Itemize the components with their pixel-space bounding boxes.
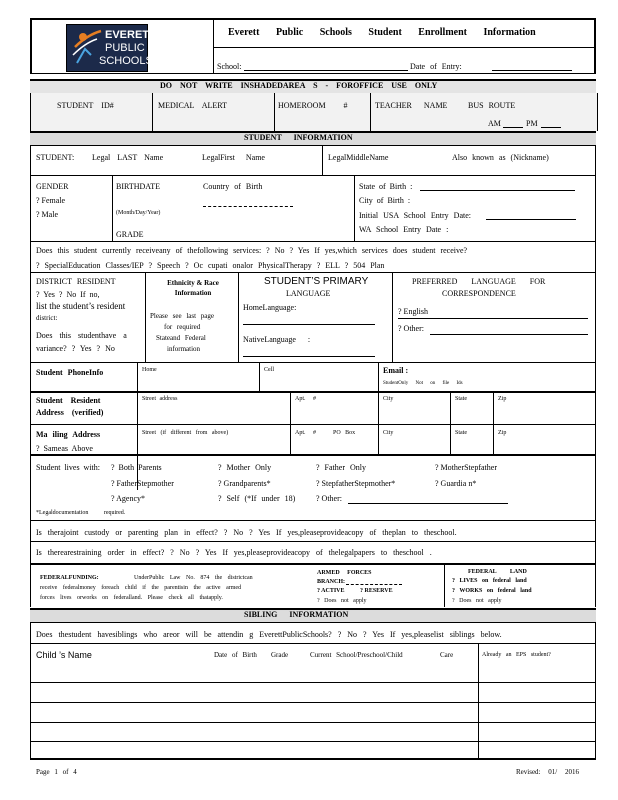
sibling-col-grade: Grade [271, 651, 289, 659]
federal-funding-text-3: forces lives orworks on federalland. Please check all thatapply. [40, 595, 223, 601]
country-birth-label: Country of Birth [203, 182, 263, 191]
state-birth-field[interactable] [420, 190, 575, 191]
ethnicity-note-3: Stateand Federal [156, 334, 206, 342]
federal-land-label: FEDERAL LAND [468, 569, 527, 575]
logo-line-3: SCHOOLS [99, 55, 153, 67]
other-language-field[interactable] [430, 334, 588, 335]
mailing-address-label: Ma iling Address [36, 430, 101, 439]
reserve-option[interactable]: ? RESERVE [360, 588, 393, 594]
school-label: School: [217, 62, 242, 71]
legal-first-label: LegalFirst Name [202, 153, 265, 162]
resident-address-label [36, 395, 131, 419]
cell-phone-label: Cell [264, 367, 274, 373]
email-note: StudentOnly Not on file Ids [383, 381, 463, 386]
sibling-row-1[interactable] [30, 682, 596, 683]
armed-forces-text: ARMED FORCES BRANCH: [317, 570, 372, 585]
country-birth-field[interactable] [203, 206, 293, 207]
city-mailing-label: City [383, 430, 394, 436]
student-label: STUDENT: [36, 153, 75, 162]
ethnicity-note-2: for required [164, 323, 201, 331]
office-bus-route: BUS ROUTE [468, 101, 516, 110]
home-phone-label: Home [142, 367, 157, 373]
sibling-col-care: Care [440, 651, 454, 659]
federal-funding-text-2: receive federalmoney foreach child if the parentisin the active armed [40, 585, 242, 591]
sibling-row-2[interactable] [30, 702, 596, 703]
home-language-label: HomeLanguage: [243, 303, 297, 312]
guardian-option[interactable]: ? Guardia n* [435, 479, 477, 488]
father-only-option[interactable]: ? Father Only [316, 463, 366, 472]
sibling-row-3[interactable] [30, 722, 596, 723]
phone-info-label: Student PhoneInfo [36, 368, 104, 377]
services-question: Does this student currently receiveany of thefollowing services: ? No ? Yes If yes,which services does student receive? [36, 246, 468, 255]
revised-date: Revised: 01/ 2016 [516, 768, 579, 776]
sibling-question[interactable]: Does thestudent havesiblings who areor will be attendin g EverettPublicSchools? ? No ? Yes If yes,pleaselist siblings below. [36, 630, 502, 639]
preferred-language-title: PREFERRED LANGUAGE FOR [412, 277, 546, 286]
zip-mailing-label: Zip [498, 430, 507, 436]
birthdate-label: BIRTHDATE [116, 182, 160, 191]
ethnicity-note-1: Please see last page [150, 312, 215, 320]
sibling-row-4[interactable] [30, 741, 596, 742]
gender-label: GENDER [36, 182, 69, 191]
sibling-col-dob: Date of Birth [214, 651, 257, 659]
zip-label: Zip [498, 396, 507, 402]
page-number: Page 1 of 4 [36, 768, 77, 776]
sibling-info-heading: SIBLING INFORMATION [244, 610, 349, 619]
email-label: Email : [383, 366, 409, 375]
logo [66, 24, 156, 72]
works-federal-option[interactable]: ? WORKS on federal land [452, 588, 532, 594]
office-notice: DO NOT WRITE INSHADEDAREA S - FOROFFICE USE ONLY [160, 81, 438, 90]
state-birth-label: State of Birth : [359, 182, 413, 191]
legal-documentation-note: *Legaldocumentation required. [36, 510, 126, 516]
active-option[interactable]: ? ACTIVE [317, 588, 345, 594]
wa-entry-label: WA School Entry Date : [359, 225, 449, 234]
logo-line-2: PUBLIC [105, 42, 145, 54]
primary-language-sub: LANGUAGE [286, 289, 331, 298]
agency-option[interactable]: ? Agency* [111, 494, 145, 503]
other-lives-with-field[interactable] [348, 503, 508, 504]
armed-forces-branch-field[interactable] [346, 584, 402, 585]
english-line [398, 318, 588, 319]
female-option[interactable]: ? Female [36, 196, 66, 205]
federal-funding-text-1: UnderPublic Law No. 874 the districtcan [134, 575, 253, 581]
legal-middle-label: LegalMiddleName [328, 153, 389, 162]
apt-mailing-label: Apt. # [295, 430, 316, 436]
home-language-field[interactable] [243, 324, 375, 325]
grandparents-option[interactable]: ? Grandparents* [218, 479, 271, 488]
office-teacher-name: TEACHER NAME [375, 101, 448, 110]
logo-line-1: EVERETT [105, 29, 156, 41]
services-list[interactable]: ? SpecialEducation Classes/IEP ? Speech ? Oc cupati onalor PhysicalTherapy ? ELL ? 504 Plan [36, 261, 385, 270]
grade-label: GRADE [116, 230, 144, 239]
stepfather-stepmother-option[interactable]: ? StepfatherStepmother* [316, 479, 396, 488]
initial-usa-field[interactable] [486, 219, 576, 220]
student-info-heading: STUDENT INFORMATION [244, 133, 353, 142]
initial-usa-label: Initial USA School Entry Date: [359, 211, 471, 220]
resident-address-text: Student Resident Address (verified) [36, 396, 104, 417]
pm-field[interactable] [541, 127, 561, 128]
custody-question[interactable]: Is therajoint custody or parenting plan in effect? ? No ? Yes If yes,pleaseprovideacopy of theplan to theschool. [36, 528, 457, 537]
district-resident-label: DISTRICT RESIDENT [36, 277, 116, 286]
lives-federal-option[interactable]: ? LIVES on federal land [452, 578, 527, 584]
federal-not-apply-option[interactable]: ? Does not apply [452, 598, 502, 604]
office-medical-alert: MEDICAL ALERT [158, 101, 227, 110]
am-field[interactable] [503, 127, 523, 128]
form-title: Everett Public Schools Student Enrollment Information [228, 27, 536, 38]
male-option[interactable]: ? Male [36, 210, 58, 219]
native-language-field[interactable] [243, 356, 375, 357]
legal-last-label: Legal LAST Name [92, 153, 164, 162]
both-parents-option[interactable]: ? Both Parents [111, 463, 162, 472]
date-entry-label: Date of Entry: [410, 62, 462, 71]
ethnicity-heading-text: Ethnicity & Race Information [167, 279, 219, 297]
state-mailing-label: State [455, 430, 467, 436]
native-language-label: NativeLanguage : [243, 335, 311, 344]
city-label: City [383, 396, 394, 402]
sibling-col-name: Child ’s Name [36, 650, 92, 660]
sibling-col-eps: Already an EPS student? [482, 652, 551, 658]
lives-with-label: Student lives with: [36, 463, 100, 472]
po-box-label: PO Box [333, 430, 356, 436]
office-pm: PM [526, 119, 538, 128]
other-lives-with-option[interactable]: ? Other: [316, 494, 342, 503]
other-language-option[interactable]: ? Other: [398, 324, 424, 333]
birthdate-format: (Month/Day/Year) [116, 210, 161, 216]
english-option[interactable]: ? English [398, 307, 428, 316]
school-field[interactable] [244, 70, 408, 71]
variance-question-2[interactable]: variance? ? Yes ? No [36, 344, 115, 353]
office-student-id: STUDENT ID# [57, 101, 114, 110]
street-different-label: Street (if different from above) [142, 430, 229, 436]
resident-yes-no[interactable]: ? Yes ? No If no, [36, 290, 100, 299]
city-birth-label: City of Birth : [359, 196, 411, 205]
father-stepmother-option[interactable]: ? FatherStepmother [111, 479, 174, 488]
restraining-question[interactable]: Is therearestraining order in effect? ? No ? Yes If yes,pleaseprovideacopy of thelegalpapers to theschool . [36, 548, 432, 557]
federal-funding-label: FEDERALFUNDING: [40, 575, 99, 581]
self-option[interactable]: ? Self (*If under 18) [218, 494, 296, 503]
primary-language-title: STUDENT’S PRIMARY [264, 276, 369, 287]
office-area [30, 93, 598, 131]
apt-label: Apt. # [295, 396, 316, 402]
variance-question-1: Does this studenthave a [36, 331, 127, 340]
same-as-above-option[interactable]: ? Sameas Above [36, 444, 93, 453]
aka-label: Also known as (Nickname) [452, 153, 549, 162]
resident-list-label: list the student’s resident [36, 301, 126, 311]
street-address-label: Street address [142, 396, 178, 402]
state-label: State [455, 396, 467, 402]
ethnicity-note-4: information [167, 345, 201, 353]
sibling-col-school: Current School/Preschool/Child [310, 651, 403, 659]
office-homeroom: HOMEROOM # [278, 101, 348, 110]
does-not-apply-option[interactable]: ? Does not apply [317, 598, 367, 604]
date-entry-field[interactable] [492, 70, 572, 71]
office-am: AM [488, 119, 501, 128]
preferred-language-sub: CORRESPONDENCE [442, 289, 516, 298]
mother-stepfather-option[interactable]: ? MotherStepfather [435, 463, 497, 472]
resident-district-label: district: [36, 314, 58, 322]
mother-only-option[interactable]: ? Mother Only [218, 463, 272, 472]
ethnicity-heading [152, 278, 234, 298]
